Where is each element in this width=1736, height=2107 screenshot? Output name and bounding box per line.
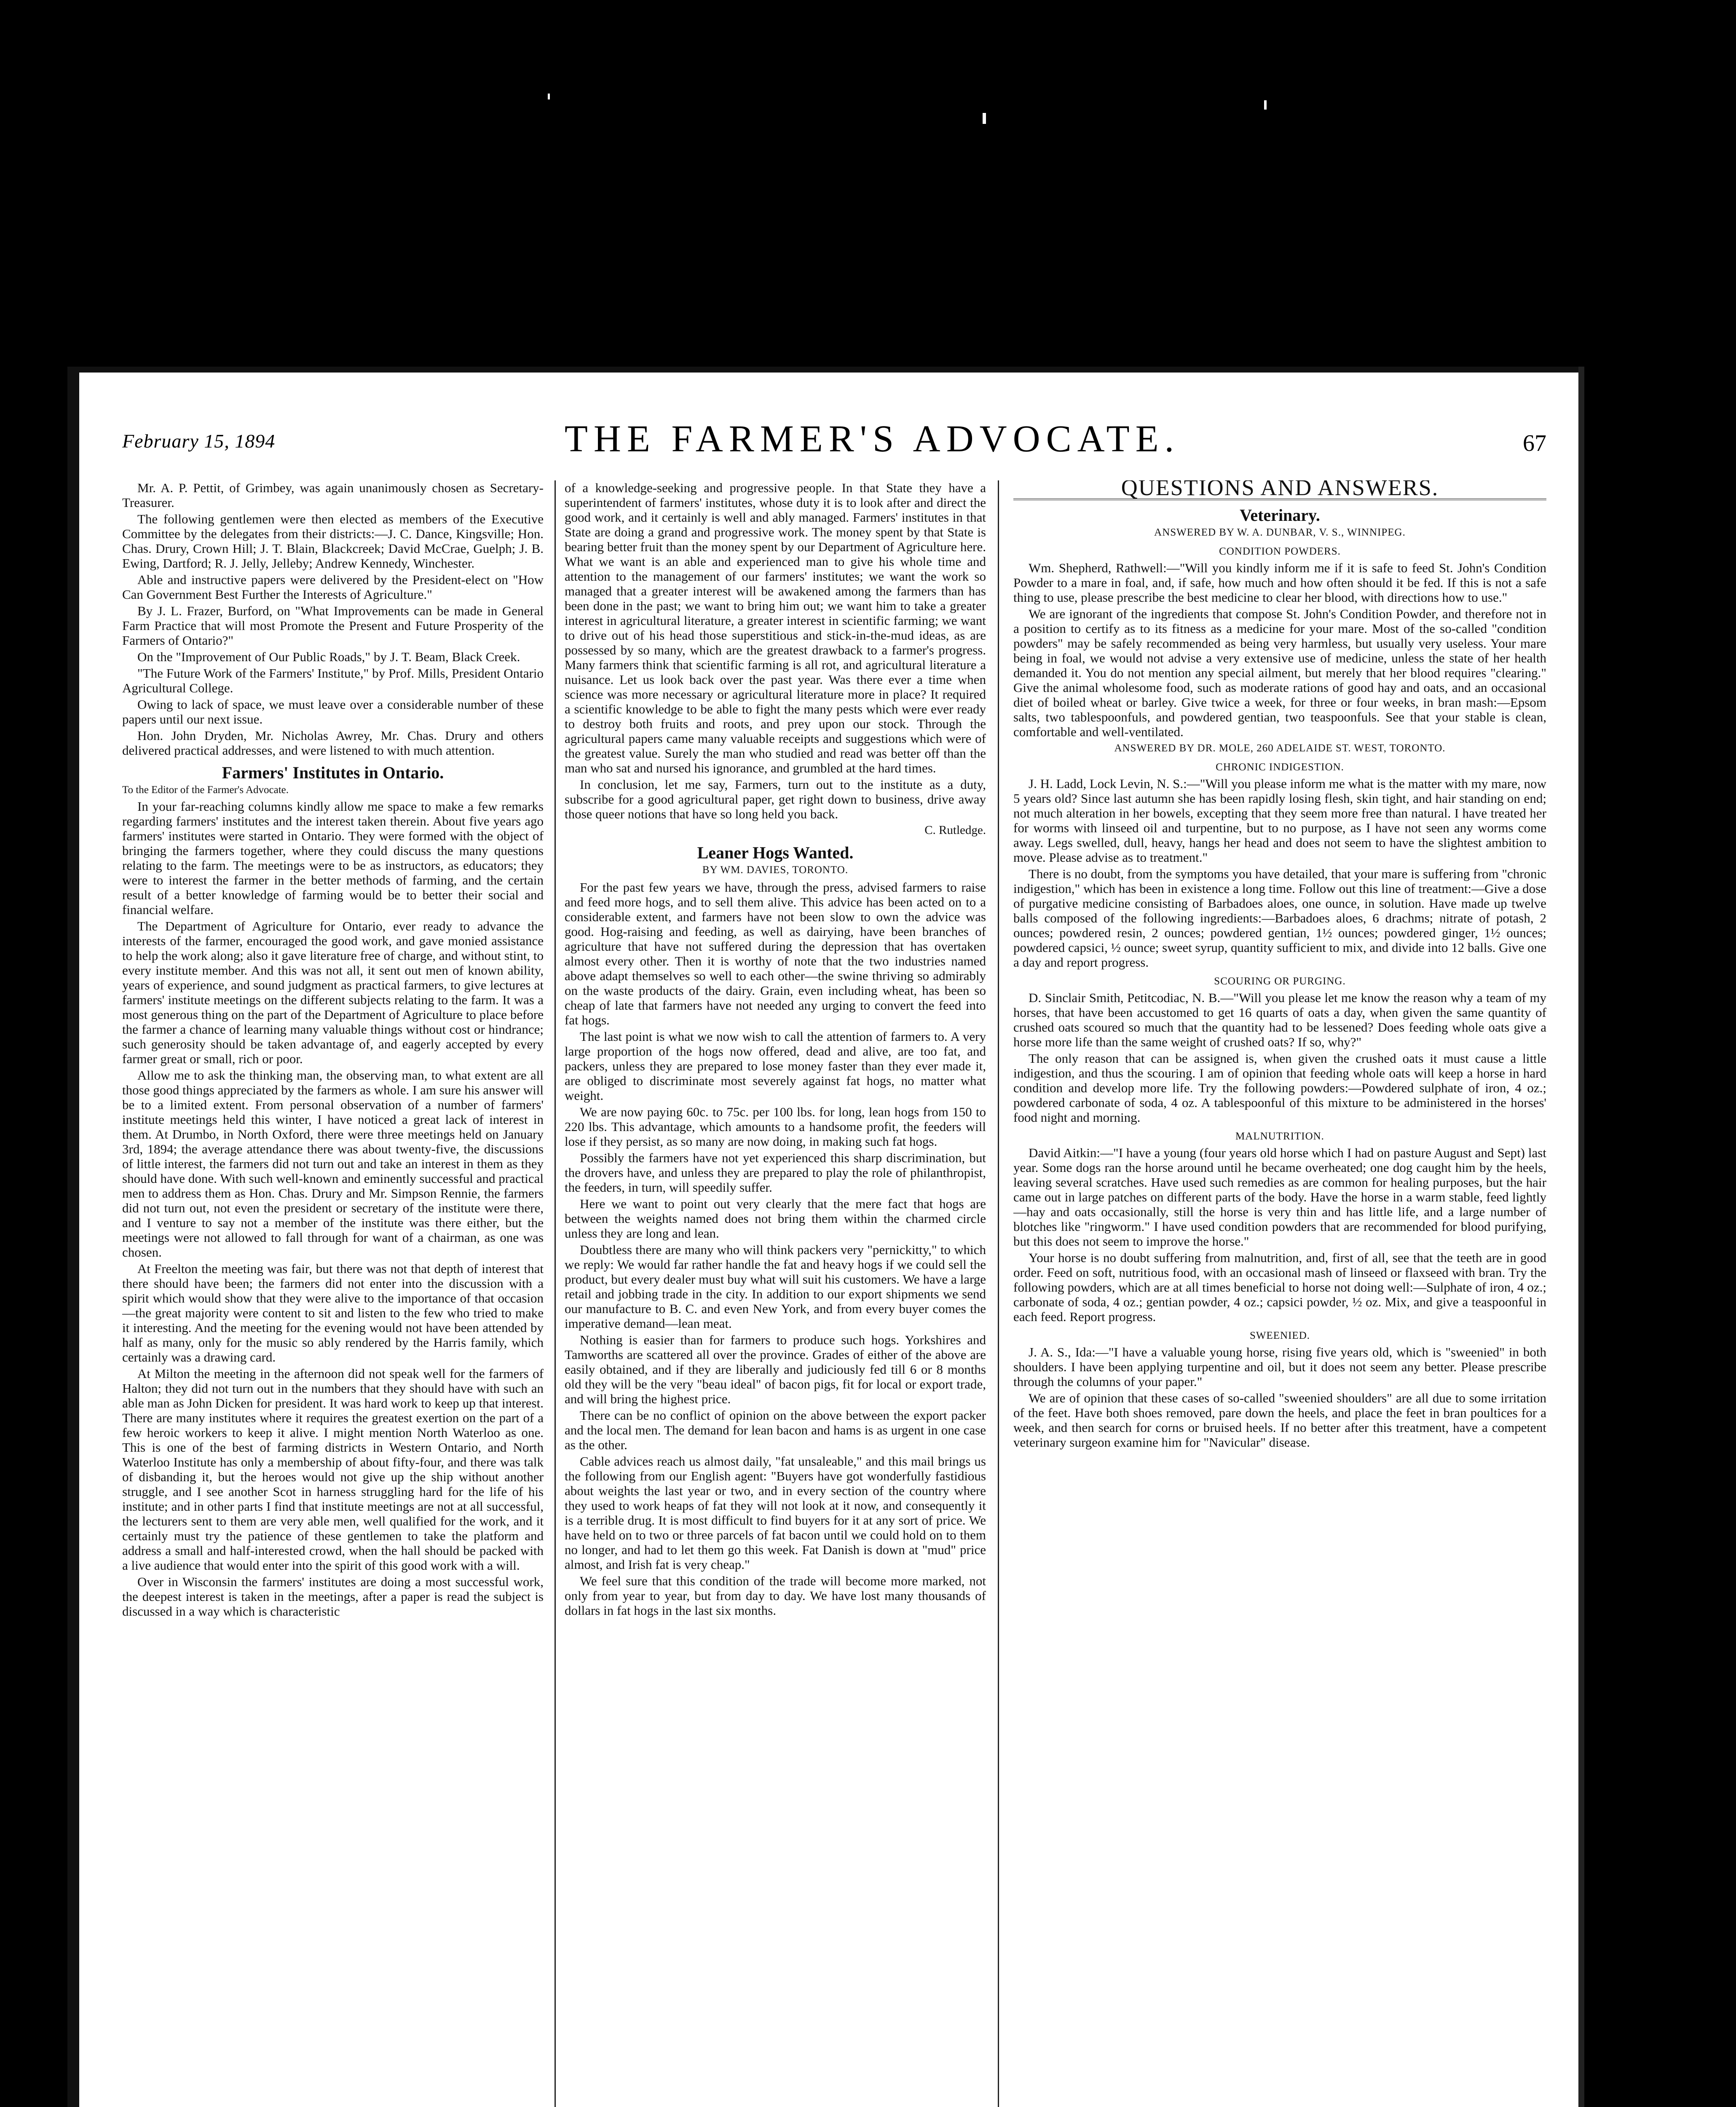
speck-mark bbox=[1264, 100, 1267, 110]
paragraph: Owing to lack of space, we must leave over a considerable number of these papers until our next issue. bbox=[122, 697, 544, 726]
section-title: QUESTIONS AND ANSWERS. bbox=[1121, 480, 1439, 500]
paragraph: Cable advices reach us almost daily, "fat unsaleable," and this mail brings us the following from our English agent: "Buyers have got wonderfully fastidious about weights the last year or two, and in every section of the country where they used to work heaps of fat they will not look at it now, and consequently it is a terrible drug. It is most difficult to find buyers for it at any sort of price. We have held on to two or three parcels of fat bacon until we could hold on to them no longer, and had to let them go this week. Fat Danish is down at "mud" price almost, and Irish fat is very cheap." bbox=[565, 1454, 986, 1572]
question: J. H. Ladd, Lock Levin, N. S.:—"Will you please inform me what is the matter with my mare, now 5 years old? Since last autumn she has been rapidly losing flesh, skin tight, and hair standing on end; not much alteration in her bowels, excepting that they seem more free than natural. I have treated her for worms with linseed oil and turpentine, but to no purpose, as I have not seen any worms come away. Legs swelled, dull, heavy, hangs her head and does not seem to have the slightest ambition to move. Please advise as to treatment." bbox=[1013, 776, 1546, 865]
speck-mark bbox=[983, 113, 986, 124]
question: J. A. S., Ida:—"I have a valuable young horse, rising five years old, which is "sweenied" in both shoulders. I have been applying turpentine and oil, but it does not seem any better. Please prescribe through the columns of your paper." bbox=[1013, 1345, 1546, 1389]
question-topic: MALNUTRITION. bbox=[1235, 1131, 1324, 1142]
question-topic: SWEENIED. bbox=[1250, 1330, 1310, 1341]
question-topic: SCOURING OR PURGING. bbox=[1214, 976, 1346, 987]
paragraph: For the past few years we have, through the press, advised farmers to raise and feed more hogs, and to sell them alive. This advice has been acted on to a considerable extent, and farmers have not been slow to own the advice was good. Hog-raising and feeding, as well as dairying, have been branches of agriculture that have not suffered during the depression that has overtaken almost every other. Then it is worthy of note that the two industries named above adapt themselves so well to each other—the swine thriving so admirably on the waste products of the dairy. Grain, even including wheat, has been so cheap of late that farmers have not needed any urging to convert the feed into fat hogs. bbox=[565, 880, 986, 1027]
article-heading: Farmers' Institutes in Ontario. bbox=[222, 763, 444, 782]
paragraph: In conclusion, let me say, Farmers, turn out to the institute as a duty, subscribe for a good agricultural paper, get right down to business, drive away those queer notions that have so long held you back. bbox=[565, 777, 986, 821]
page-number: 67 bbox=[1523, 430, 1546, 456]
column-right bbox=[1013, 480, 1546, 2107]
answer: We are ignorant of the ingredients that compose St. John's Condition Powder, and therefore not in a position to certify as to its fitness as a medicine for your mare. Most of the so-called "condition powders" may be safely recommended as being very harmless, but usually very useless. Your mare being in foal, we would not advise a very extensive use of medicine, unless the state of her health demanded it. You do not mention any special ailment, but merely that her blood requires "clearing." Give the animal wholesome food, such as moderate rations of good hay and oats, and an occasional diet of boiled wheat or barley. Give twice a week, for three or four weeks, in bran mash:—Epsom salts, two tablespoonfuls, and powdered gentian, two teaspoonfuls. See that your stable is clean, comfortable and well-ventilated. bbox=[1013, 606, 1546, 739]
paragraph: Over in Wisconsin the farmers' institutes are doing a most successful work, the deepest interest is taken in the meetings, after a paper is read the subject is discussed in a way which is characteristic bbox=[122, 1574, 544, 1619]
paragraph: There can be no conflict of opinion on the above between the export packer and the local men. The demand for lean bacon and hams is as urgent in one case as the other. bbox=[565, 1408, 986, 1452]
paragraph: Allow me to ask the thinking man, the observing man, to what extent are all those good things appreciated by the farmers as whole. I am sure his answer will be to a limited extent. From personal observation of a number of farmers' institute meetings held this winter, I have noticed a great lack of interest in them. At Drumbo, in North Oxford, there were three meetings held on January 3rd, 1894; the average attendance there was about twenty-five, the discussions of little interest, the farmers did not turn out and take an interest in them as they should have done. With such well-known and eminently successful and practical men to address them as Hon. Chas. Drury and Mr. Simpson Rennie, the farmers did not turn out, not even the president or secretary of the institute were there, and I venture to say not a member of the institute was there either, but the meetings were not allowed to fall through for want of a chairman, as one was chosen. bbox=[122, 1068, 544, 1260]
question: Wm. Shepherd, Rathwell:—"Will you kindly inform me if it is safe to feed St. John's Condition Powder to a mare in foal, and, if safe, how much and how often should it be fed. If this is not a safe thing to use, please prescribe the best medicine to clear her blood, with directions how to use." bbox=[1013, 560, 1546, 605]
paragraph: Possibly the farmers have not yet experienced this sharp discrimination, but the drovers have, and unless they are prepared to play the role of philanthropist, the feeders, in turn, will speedily suffer. bbox=[565, 1150, 986, 1195]
page-edge-left bbox=[67, 367, 79, 2107]
letter-signature: C. Rutledge. bbox=[924, 823, 986, 837]
section-subtitle: Veterinary. bbox=[1240, 506, 1320, 525]
paragraph: In your far-reaching columns kindly allow me space to make a few remarks regarding farmers' institutes and the interest taken therein. About five years ago farmers' institutes were started in Ontario. They were formed with the object of bringing the farmers together, where they could discuss the many questions relating to the farm. The meetings were to be as instructors, as educators; they were to interest the farmer in the better methods of farming, and the certain result of a better knowledge of farming would be to better their social and financial welfare. bbox=[122, 799, 544, 917]
article-heading: Leaner Hogs Wanted. bbox=[697, 843, 854, 862]
question: D. Sinclair Smith, Petitcodiac, N. B.—"Will you please let me know the reason why a team of my horses, that have been accustomed to get 16 quarts of oats a day, when given the same quantity of crushed oats scoured so much that the quantity had to be lessened? Does feeding whole oats give a horse more life than the same weight of crushed oats? If so, why?" bbox=[1013, 990, 1546, 1049]
paragraph: Able and instructive papers were delivered by the President-elect on "How Can Government Best Further the Interests of Agriculture." bbox=[122, 572, 544, 602]
question-topic: CHRONIC INDIGESTION. bbox=[1216, 761, 1344, 773]
letter-address: To the Editor of the Farmer's Advocate. bbox=[122, 784, 289, 796]
answer: There is no doubt, from the symptoms you have detailed, that your mare is suffering from "chronic indigestion," which has been in existence a long time. Follow out this line of treatment:—Give a dose of purgative medicine consisting of Barbadoes aloes, one ounce, in solution. Have made up twelve balls composed of the following ingredients:—Barbadoes aloes, 6 drachms; nitrate of potash, 2 ounces; powdered resin, 2 ounces; powdered gentian, 1½ ounces; powdered ginger, 1½ ounces; powdered capsici, ½ ounce; sweet syrup, quantity sufficient to mix, and divide into 12 balls. Give one a day and report progress. bbox=[1013, 866, 1546, 970]
column-rule bbox=[998, 480, 999, 2107]
answer: We are of opinion that these cases of so-called "sweenied shoulders" are all due to some irritation of the feet. Have both shoes removed, pare down the heels, and place the feet in bran poultices for a week, and then search for corns or bruised heels. If no better after this treatment, have a competent veterinary surgeon examine him for "Navicular" disease. bbox=[1013, 1391, 1546, 1450]
answered-by: ANSWERED BY W. A. DUNBAR, V. S., WINNIPEG. bbox=[1154, 527, 1406, 538]
issue-date: February 15, 1894 bbox=[122, 430, 276, 452]
paragraph: The following gentlemen were then elected as members of the Executive Committee by the delegates from their districts:—J. C. Dance, Kingsville; Hon. Chas. Drury, Crown Hill; J. T. Blain, Blackcreek; David McCrae, Guelph; J. B. Ewing, Dartford; R. J. Jelly, Jelleby; Andrew Kennedy, Winchester. bbox=[122, 512, 544, 571]
answered-by: ANSWERED BY DR. MOLE, 260 ADELAIDE ST. WEST, TORONTO. bbox=[1114, 743, 1446, 754]
column-middle bbox=[565, 480, 986, 2107]
paragraph: We are now paying 60c. to 75c. per 100 lbs. for long, lean hogs from 150 to 220 lbs. This advantage, which amounts to a handsome profit, the feeders will lose if they persist, as so many are now doing, in making such fat hogs. bbox=[565, 1104, 986, 1149]
paragraph: Here we want to point out very clearly that the mere fact that hogs are between the weights named does not bring them within the charmed circle unless they are long and lean. bbox=[565, 1196, 986, 1241]
paragraph: At Milton the meeting in the afternoon did not speak well for the farmers of Halton; they did not turn out in the numbers that they should have with such an able man as John Dicken for president. It was hard work to keep up that interest. There are many institutes where it requires the greatest exertion on the part of a few heroic workers to keep it alive. I might mention North Waterloo as one. This is one of the best of farming districts in Western Ontario, and North Waterloo Institute has only a membership of about fifty-four, and there was talk of disbanding it, but the heroes would not give up the ship without another struggle, and I see another Scot in harness struggling hard for the life of his institute; and in other parts I find that institute meetings are not at all successful, the lecturers sent to them are very able men, well qualified for the work, and it certainly must try the patience of these gentlemen to take the platform and address a small and half-interested crowd, when the hall should be packed with a live audience that would enter into the spirit of this good work with a will. bbox=[122, 1366, 544, 1573]
paragraph: Nothing is easier than for farmers to produce such hogs. Yorkshires and Tamworths are scattered all over the province. Grades of either of the above are easily obtained, and if they are liberally and judiciously fed till 6 or 8 months old they will be the very "beau ideal" of bacon pigs, fit for local or export trade, and will bring the highest price. bbox=[565, 1332, 986, 1406]
answer: The only reason that can be assigned is, when given the crushed oats it must cause a little indigestion, and thus the scouring. I am of opinion that feeding whole oats will keep a horse in hard condition and develop more life. Try the following powders:—Powdered sulphate of iron, 4 oz.; powdered carbonate of soda, 4 oz. A tablespoonful of this mixture to be administered in the horses' food night and morning. bbox=[1013, 1051, 1546, 1125]
question-topic: CONDITION POWDERS. bbox=[1219, 546, 1341, 557]
paragraph: of a knowledge-seeking and progressive people. In that State they have a superintendent of farmers' institutes, whose duty it is to look after and direct the good work, and it certainly is well and ably managed. Farmers' institutes in that State are doing a grand and progressive work. The money spent by that State is bearing better fruit than the money spent by our Department of Agriculture here. What we want is an able and experienced man to give his whole time and attention to the management of our farmers' institutes; we want the work so managed that a greater interest will be awakened among the farmers than has been done in the past; we want to bring him out; we want him to take a greater interest in agricultural literature, a greater interest in scientific farming; we want to drive out of his head those superstitious and stick-in-the-mud ideas, as are possessed by so many, which are the greatest drawback to a farmer's progress. Many farmers think that scientific farming is all rot, and agricultural literature a nuisance. Let us look back over the past year. Was there ever a time when science was more necessary or agricultural literature more in place? It required a scientific knowledge to be able to fight the many pests which were ever ready to destroy both fruits and roots, and prey upon our stock. Through the agricultural papers came many valuable receipts and suggestions which were of the greatest value. Surely the man who studied and read was better off than the man who sat and nursed his ignorance, and grumbled at the hard times. bbox=[565, 480, 986, 775]
page-edge-top bbox=[67, 367, 1584, 373]
paragraph: "The Future Work of the Farmers' Institute," by Prof. Mills, President Ontario Agricultural College. bbox=[122, 666, 544, 695]
scanner-margin bbox=[0, 0, 1736, 362]
paragraph: By J. L. Frazer, Burford, on "What Improvements can be made in General Farm Practice that will most Promote the Present and Future Prosperity of the Farmers of Ontario?" bbox=[122, 603, 544, 648]
byline: BY WM. DAVIES, TORONTO. bbox=[702, 864, 849, 876]
paragraph: Doubtless there are many who will think packers very "pernickitty," to which we reply: We would far rather handle the fat and heavy hogs if we could sell the product, but every dealer must buy what will suit his customers. We have a large retail and jobbing trade in the city. In addition to our export shipments we send our manufacture to B. C. and even New York, and from every buyer comes the imperative demand—lean meat. bbox=[565, 1242, 986, 1331]
answer: Your horse is no doubt suffering from malnutrition, and, first of all, see that the teeth are in good order. Feed on soft, nutritious food, with an occasional mash of linseed or flaxseed with bran. Try the following powders, which are at all times beneficial to horse not doing well:—Sulphate of iron, 4 oz.; carbonate of soda, 4 oz.; gentian powder, 4 oz.; capsici powder, ½ oz. Mix, and give a teaspoonful in each feed. Report progress. bbox=[1013, 1250, 1546, 1324]
newspaper-title: THE FARMER'S ADVOCATE. bbox=[564, 418, 1180, 460]
page-edge-right bbox=[1578, 367, 1584, 2107]
column-left bbox=[122, 480, 544, 2107]
paragraph: At Freelton the meeting was fair, but there was not that depth of interest that there should have been; the farmers did not enter into the discussion with a spirit which would show that they were alive to the importance of that occasion—the great majority were content to sit and listen to the few who tried to make it interesting. And the meeting for the evening would not have been attended by half as many, only for the music so ably rendered by the Harris family, which certainly was a drawing card. bbox=[122, 1261, 544, 1364]
masthead bbox=[122, 417, 1546, 464]
column-rule bbox=[555, 480, 556, 2107]
paragraph: The last point is what we now wish to call the attention of farmers to. A very large proportion of the hogs now offered, dead and alive, are too fat, and packers, unless they are prepared to lose money faster than they ever made it, are obliged to discriminate most severely against fat hogs, no matter what weight. bbox=[565, 1029, 986, 1103]
newspaper-page bbox=[67, 367, 1584, 2107]
question: David Aitkin:—"I have a young (four years old horse which I had on pasture August and Sept) last year. Some dogs ran the horse around until he became overheated; one dog caught him by the heels, leaving several scratches. Have used such remedies as are common for healing purposes, but the hair came out in large patches on different parts of the body. Have the horse in a warm stable, feed lightly—hay and oats occasionally, still the horse is very thin and has little life, and a large number of blotches like "ringworm." I have used condition powders that are recommended for blood purifying, but this does not seem to improve the horse." bbox=[1013, 1145, 1546, 1249]
speck-mark bbox=[548, 94, 550, 99]
paragraph: Hon. John Dryden, Mr. Nicholas Awrey, Mr. Chas. Drury and others delivered practical addresses, and were listened to with much attention. bbox=[122, 728, 544, 758]
paragraph: The Department of Agriculture for Ontario, ever ready to advance the interests of the farmer, encouraged the good work, and gave monied assistance to help the work along; also it gave literature free of charge, and without stint, to every institute member. And this was not all, it sent out men of known ability, years of experience, and sound judgment as practical farmers, to give lectures at farmers' institute meetings on the different subjects relating to the farm. It was a most generous thing on the part of the Department of Agriculture to place before the farmer a chance of learning many valuable things without cost or hindrance; such generosity should be taken advantage of, and eagerly accepted by every farmer great or small, rich or poor. bbox=[122, 919, 544, 1066]
paragraph: On the "Improvement of Our Public Roads," by J. T. Beam, Black Creek. bbox=[137, 649, 520, 664]
paragraph: Mr. A. P. Pettit, of Grimbey, was again unanimously chosen as Secretary-Treasurer. bbox=[122, 480, 544, 510]
paragraph: We feel sure that this condition of the trade will become more marked, not only from year to year, but from day to day. We have lost many thousands of dollars in fat hogs in the last six months. bbox=[565, 1574, 986, 1618]
